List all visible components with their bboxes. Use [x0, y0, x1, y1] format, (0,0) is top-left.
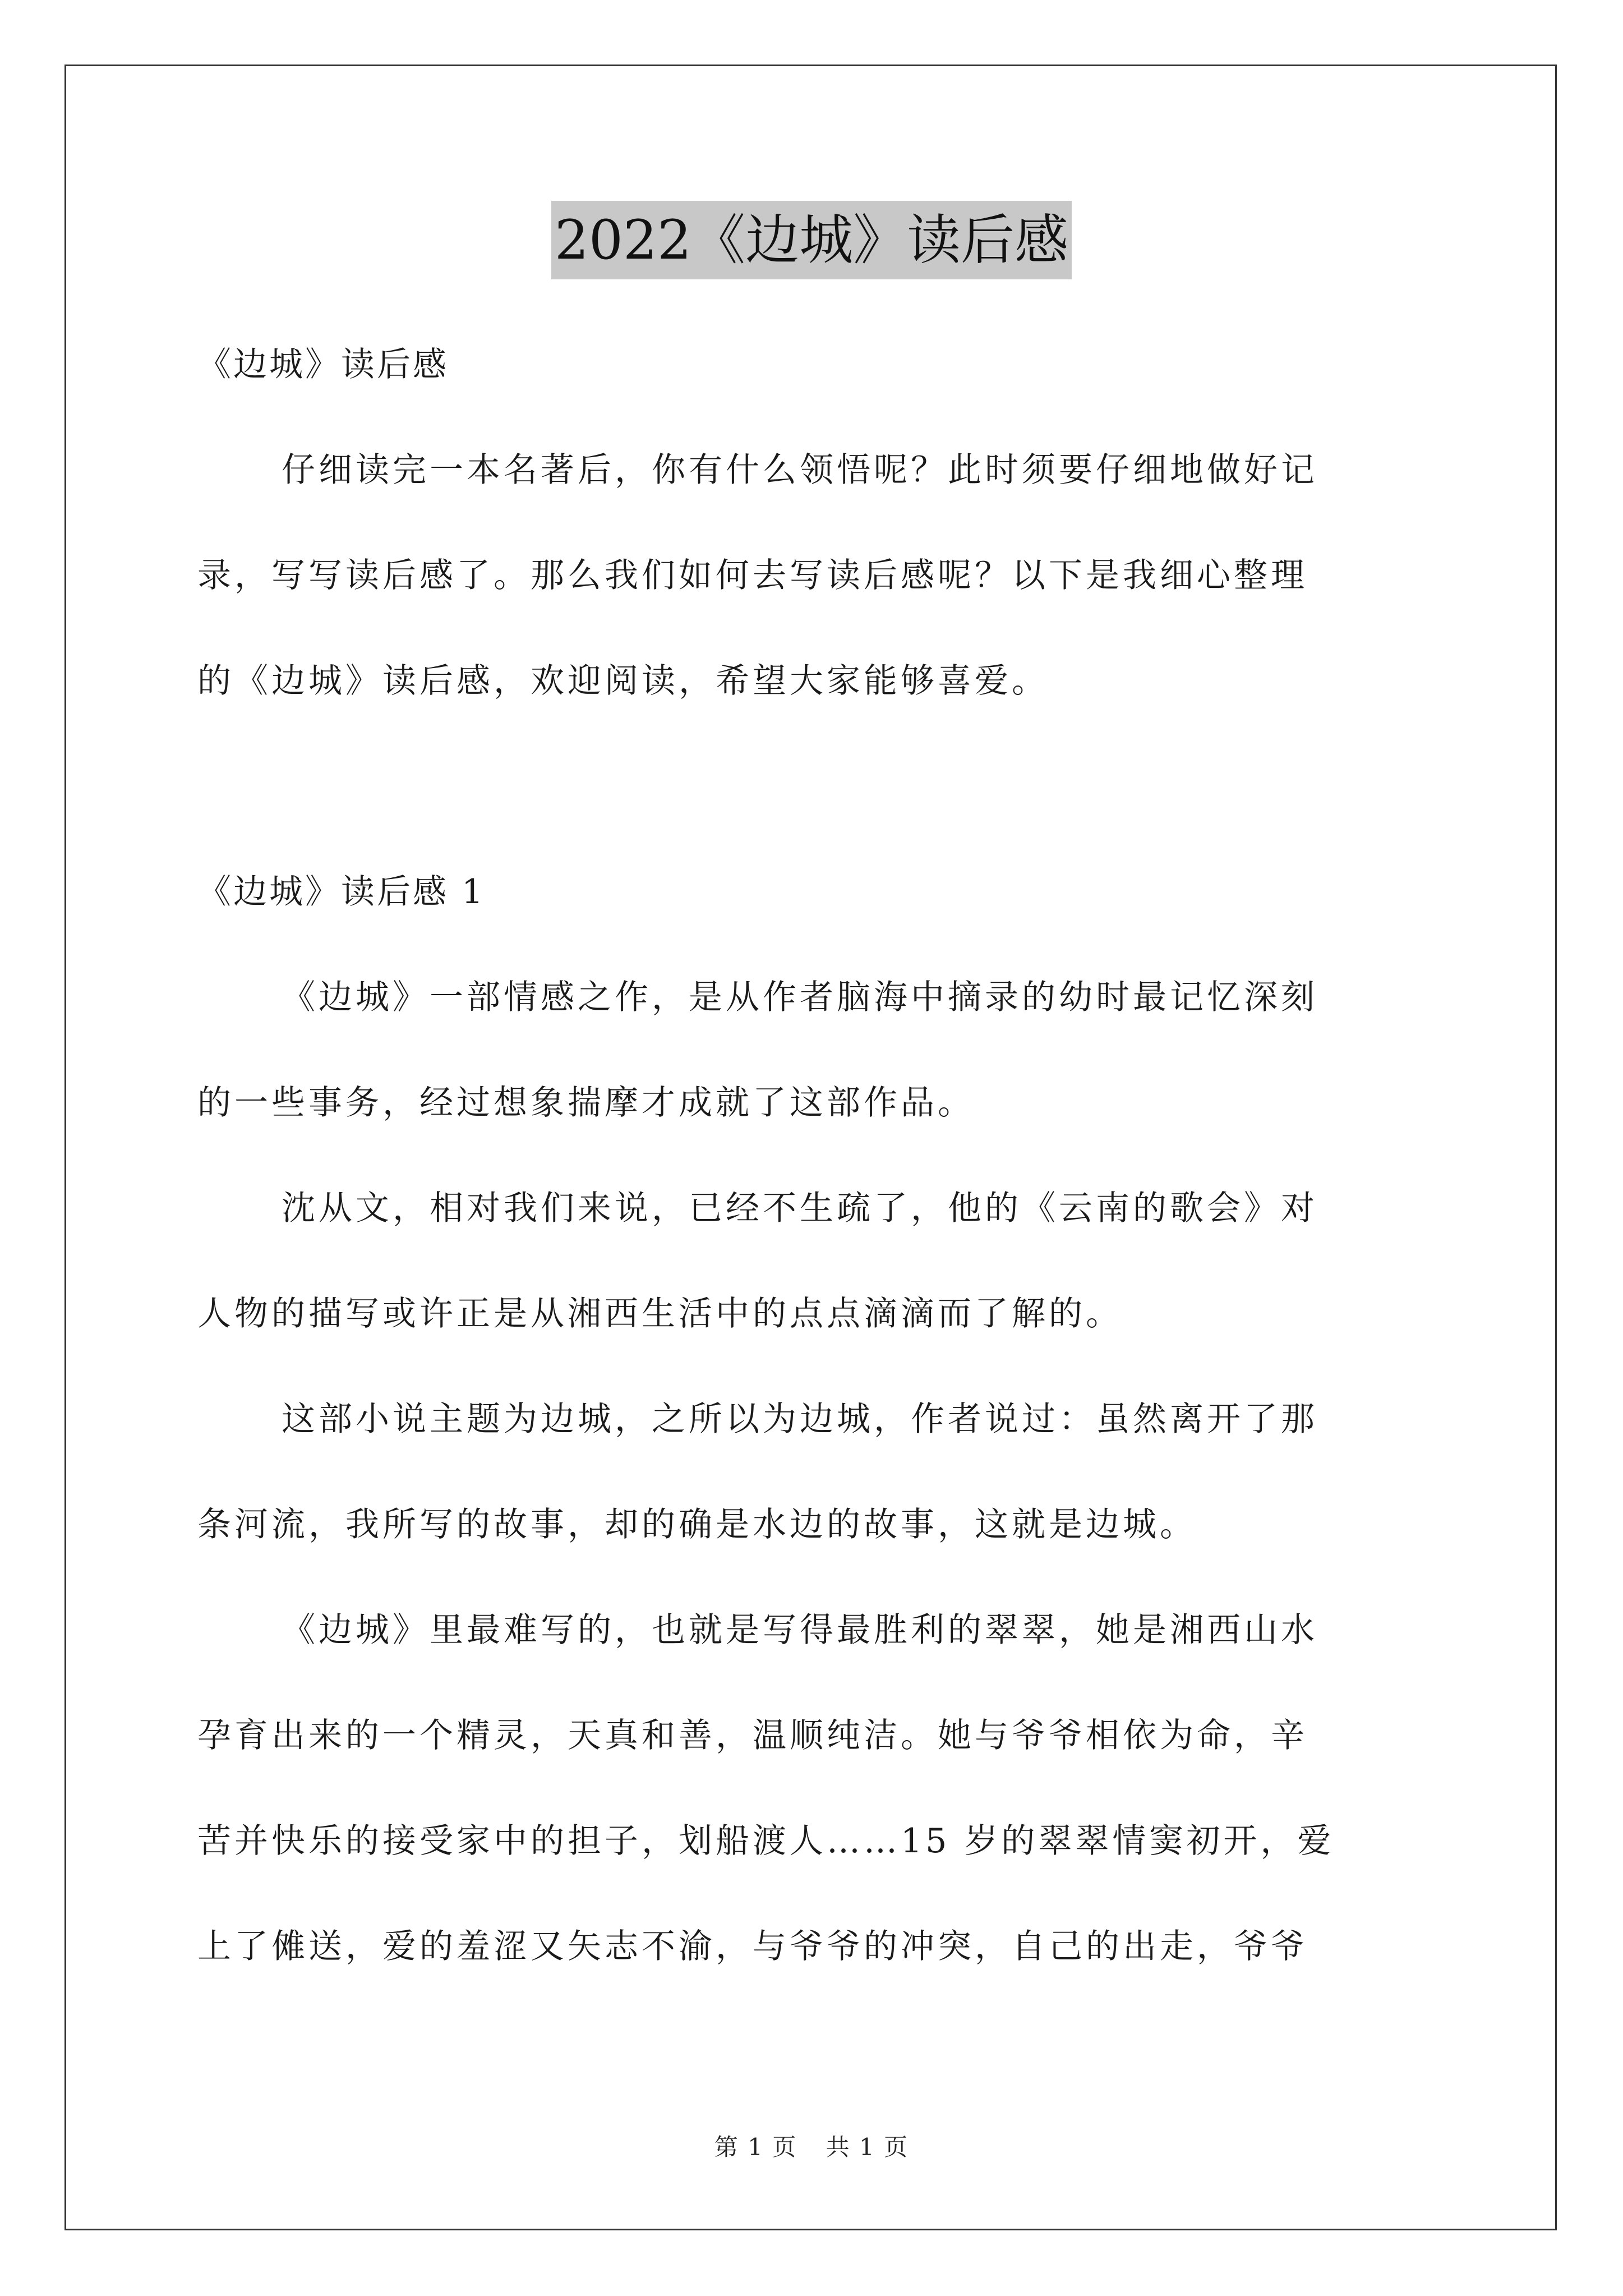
paragraph-line: 沈从文，相对我们来说，已经不生疏了，他的《云南的歌会》对 — [282, 1189, 1318, 1228]
document-body — [197, 312, 1431, 1999]
paragraph-line: 《边城》里最难写的，也就是写得最胜利的翠翠，她是湘西山水 — [282, 1611, 1318, 1650]
paragraph-line: 条河流，我所写的故事，却的确是水边的故事，这就是边城。 — [197, 1505, 1197, 1544]
section-heading: 《边城》读后感 1 — [197, 872, 486, 912]
paragraph-line: 孕育出来的一个精灵，天真和善，温顺纯洁。她与爷爷相依为命，辛 — [197, 1716, 1308, 1755]
page-number-current: 第 1 页 — [714, 2133, 797, 2161]
paragraph-line: 人物的描写或许正是从湘西生活中的点点滴滴而了解的。 — [197, 1294, 1123, 1333]
paragraph-line: 的《边城》读后感，欢迎阅读，希望大家能够喜爱。 — [197, 661, 1049, 701]
paragraph-line: 上了傩送，爱的羞涩又矢志不渝，与爷爷的冲突，自己的出走，爷爷 — [197, 1927, 1308, 1966]
paragraph-line: 这部小说主题为边城，之所以为边城，作者说过：虽然离开了那 — [282, 1400, 1318, 1439]
paragraph-line: 仔细读完一本名著后，你有什么领悟呢？此时须要仔细地做好记 — [282, 450, 1318, 490]
document-title: 2022《边城》读后感 — [551, 201, 1072, 279]
intro-heading: 《边城》读后感 — [197, 345, 449, 384]
page-number-total: 共 1 页 — [826, 2133, 909, 2161]
paragraph-line: 《边城》一部情感之作，是从作者脑海中摘录的幼时最记忆深刻 — [282, 978, 1318, 1017]
spacer — [197, 734, 1431, 839]
paragraph-line: 苦并快乐的接受家中的担子，划船渡人……15 岁的翠翠情窦初开，爱 — [197, 1821, 1335, 1861]
title-container — [0, 201, 1623, 279]
paragraph-line: 录，写写读后感了。那么我们如何去写读后感呢？以下是我细心整理 — [197, 556, 1308, 595]
paragraph-line: 的一些事务，经过想象揣摩才成就了这部作品。 — [197, 1083, 975, 1122]
page-footer — [0, 2129, 1623, 2162]
